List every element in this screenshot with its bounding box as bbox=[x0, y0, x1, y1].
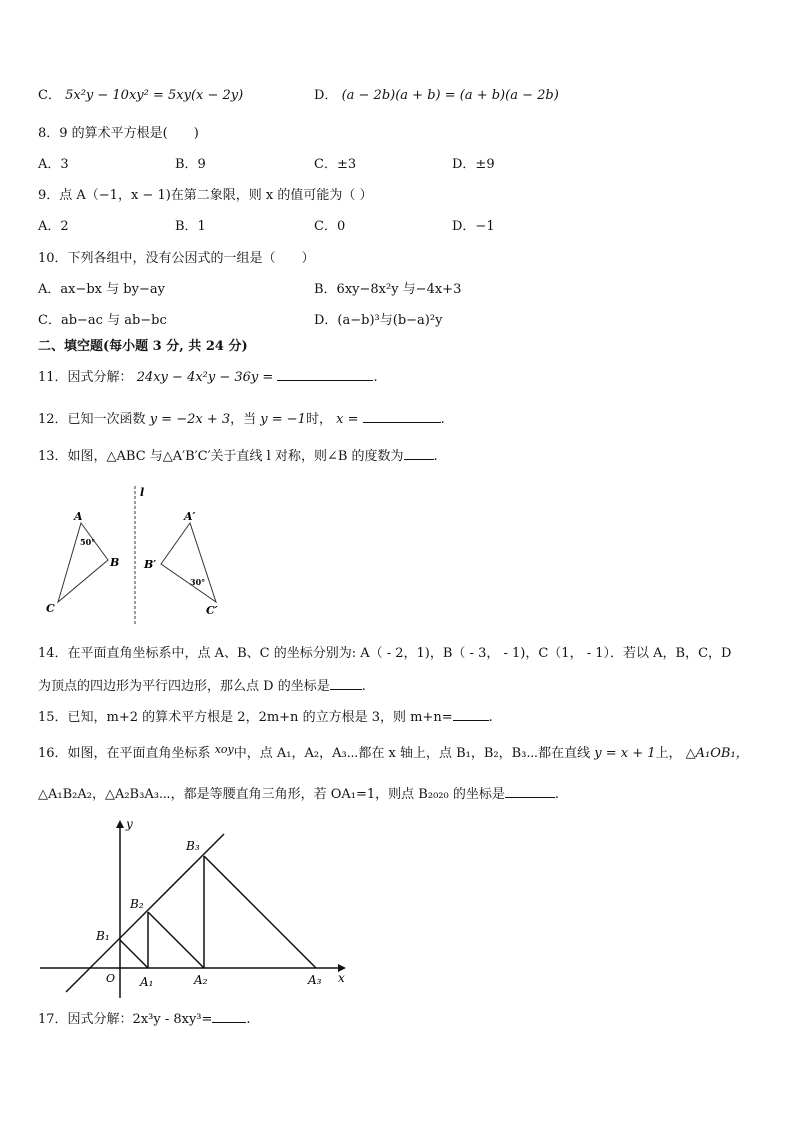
y-axis-arrow-icon bbox=[116, 820, 124, 828]
q9-option-a: A．2 bbox=[38, 219, 69, 234]
q10-option-c: C．ab−ac 与 ab−bc bbox=[38, 313, 167, 328]
q14-answer-blank[interactable] bbox=[330, 677, 362, 690]
q17-answer-blank[interactable] bbox=[212, 1010, 246, 1023]
q12-prefix: 12．已知一次函数 bbox=[38, 412, 146, 427]
figure-13-symmetric-triangles bbox=[40, 482, 240, 628]
q7-d-label: D． bbox=[314, 88, 338, 103]
label-a: A bbox=[74, 510, 83, 523]
q11-suffix: . bbox=[373, 370, 378, 385]
q7-c-label: C． bbox=[38, 88, 61, 103]
triangle-a1b1c1 bbox=[161, 523, 216, 602]
q10-stem: 10．下列各组中，没有公因式的一组是（ ） bbox=[38, 251, 315, 266]
q13 bbox=[38, 447, 438, 466]
q7-option-c bbox=[38, 87, 243, 105]
q9-stem: 9．点 A（−1，x − 1)在第二象限，则 x 的值可能为（ ） bbox=[38, 188, 373, 203]
q17-text: 17．因式分解：2x³y - 8xy³= bbox=[38, 1012, 213, 1027]
q16-line1a: 16．如图，在平面直角坐标系 bbox=[38, 746, 211, 761]
label-b2: B₂ bbox=[130, 897, 144, 911]
segment-b2-a2 bbox=[148, 912, 204, 968]
q16-line-eq: y = x + 1 bbox=[594, 746, 656, 761]
q15 bbox=[38, 708, 493, 727]
q12-math2: y = −1 bbox=[260, 412, 306, 427]
segment-b3-a3 bbox=[204, 856, 316, 968]
label-y: y bbox=[126, 817, 133, 831]
triangle-abc bbox=[58, 523, 108, 602]
q10-option-d: D．(a−b)³与(b−a)²y bbox=[314, 313, 443, 328]
q12-mid: ，当 bbox=[230, 412, 257, 427]
label-a1: A₁ bbox=[140, 975, 154, 989]
q15-answer-blank[interactable] bbox=[453, 708, 489, 721]
q11-prefix: 11．因式分解： bbox=[38, 370, 133, 385]
q15-suffix: . bbox=[488, 710, 493, 725]
q8-option-d: D．±9 bbox=[452, 157, 495, 172]
q12-mid2: 时， bbox=[305, 412, 332, 427]
q16-line2 bbox=[38, 785, 559, 804]
q10-option-b: B．6xy−8x²y 与−4x+3 bbox=[314, 282, 462, 297]
angle-label-50: 50° bbox=[80, 537, 96, 547]
label-l: l bbox=[140, 486, 145, 499]
q13-text: 13．如图，△ABC 与△A′B′C′关于直线 l 对称，则∠B 的度数为 bbox=[38, 449, 404, 464]
q11 bbox=[38, 368, 378, 387]
q8-option-b: B．9 bbox=[175, 157, 206, 172]
q16-answer-blank[interactable] bbox=[505, 785, 555, 798]
label-x: x bbox=[338, 971, 345, 985]
q16-suffix: . bbox=[554, 787, 559, 802]
q9-option-d: D．−1 bbox=[452, 219, 495, 234]
label-a2: A₂ bbox=[194, 973, 208, 987]
q16-line2a: △A₁B₂A₂，△A₂B₃A₃⋯，都是等腰直角三角形，若 OA₁=1，则点 B₂₀₂₀ 的坐标是 bbox=[38, 787, 505, 802]
q12-suffix: . bbox=[440, 412, 445, 427]
q12-answer-blank[interactable] bbox=[363, 410, 441, 423]
q9-option-b: B．1 bbox=[175, 219, 206, 234]
label-a-prime: A′ bbox=[184, 510, 196, 523]
label-c-prime: C′ bbox=[206, 604, 218, 617]
q13-answer-blank[interactable] bbox=[404, 447, 434, 460]
q17 bbox=[38, 1010, 251, 1029]
label-c: C bbox=[46, 602, 55, 615]
figure-16-coordinate-triangles bbox=[36, 814, 356, 1000]
label-a3: A₃ bbox=[308, 973, 322, 987]
q14-line2-text: 为顶点的四边形为平行四边形，那么点 D 的坐标是 bbox=[38, 679, 330, 694]
section2-title: 二、填空题(每小题 3 分, 共 24 分) bbox=[38, 339, 248, 354]
q11-math: 24xy − 4x²y − 36y = bbox=[136, 370, 274, 385]
q14-line2 bbox=[38, 677, 366, 696]
q17-suffix: . bbox=[246, 1012, 251, 1027]
q12 bbox=[38, 410, 445, 429]
label-b1: B₁ bbox=[96, 929, 110, 943]
label-b-prime: B′ bbox=[144, 558, 157, 571]
q7-c-math: 5x²y − 10xy² = 5xy(x − 2y) bbox=[65, 88, 244, 103]
q15-text: 15．已知，m+2 的算术平方根是 2，2m+n 的立方根是 3，则 m+n= bbox=[38, 710, 453, 725]
q16-line1c: 上， bbox=[655, 746, 682, 761]
angle-label-30: 30° bbox=[190, 577, 206, 587]
q8-option-c: C．±3 bbox=[314, 157, 357, 172]
q7-option-d bbox=[314, 87, 559, 105]
q16-line1b: 中，点 A₁，A₂，A₃⋯都在 x 轴上，点 B₁，B₂，B₃⋯都在直线 bbox=[233, 746, 591, 761]
q12-math3: x = bbox=[336, 412, 359, 427]
q7-d-math: (a − 2b)(a + b) = (a + b)(a − 2b) bbox=[341, 88, 559, 103]
q14-line1: 14．在平面直角坐标系中，点 A、B、C 的坐标分别为: A（ - 2，1)，B（ - 3， - 1)，C（1， - 1）．若以 A，B，C，D bbox=[38, 646, 732, 661]
q9-option-c: C．0 bbox=[314, 219, 346, 234]
label-b3: B₃ bbox=[186, 839, 200, 853]
q11-answer-blank[interactable] bbox=[277, 368, 373, 381]
q16-xoy: xoy bbox=[214, 743, 234, 756]
q13-suffix: . bbox=[433, 449, 438, 464]
q10-option-a: A．ax−bx 与 by−ay bbox=[38, 282, 165, 297]
q8-option-a: A．3 bbox=[38, 157, 69, 172]
q16-tri1: △A₁OB₁， bbox=[685, 746, 749, 761]
q8-stem: 8．9 的算术平方根是( ) bbox=[38, 126, 199, 141]
q14-suffix: . bbox=[361, 679, 366, 694]
segment-b1-a1 bbox=[120, 940, 148, 968]
label-o: O bbox=[106, 972, 116, 985]
label-b: B bbox=[110, 556, 120, 569]
q12-math1: y = −2x + 3 bbox=[149, 412, 231, 427]
q16-line1 bbox=[38, 745, 749, 763]
